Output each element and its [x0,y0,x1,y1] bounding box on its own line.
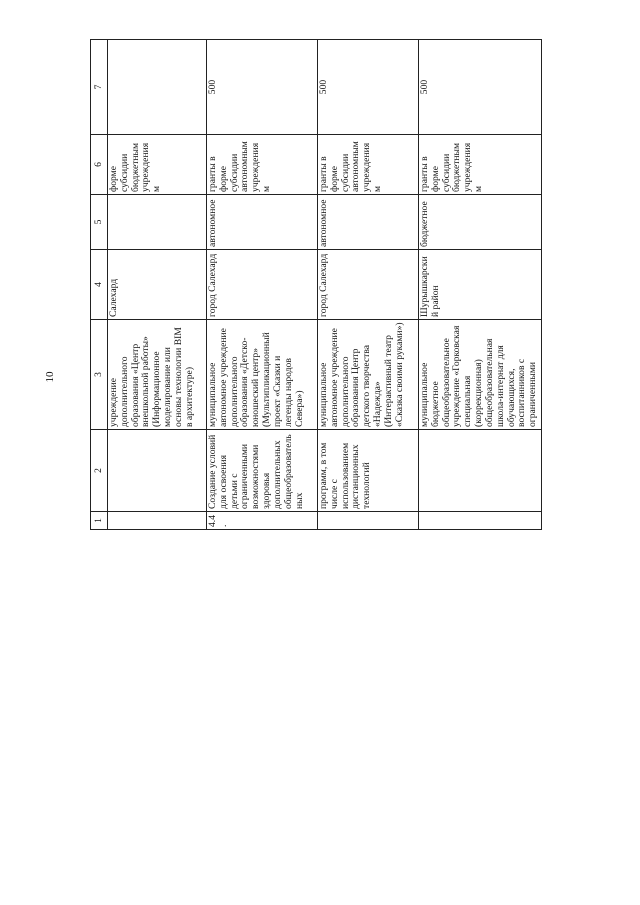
table-row [207,40,318,530]
amount-cell: 500 [207,40,318,135]
type-cell: бюджетное [419,195,542,250]
header-col-2: 2 [91,430,108,512]
row-number [108,512,207,530]
table-row [318,40,419,530]
table-canvas [90,40,539,530]
type-cell: автономное [207,195,318,250]
rotated-table-region [90,40,539,530]
header-col-6: 6 [91,135,108,195]
header-row [91,40,108,530]
row-number [318,512,419,530]
form-cell: гранты в форме субсидии бюджетным учреждениям [419,135,542,195]
measure-cell [419,430,542,512]
amount-cell: 500 [318,40,419,135]
institution-cell: муниципальное бюджетное общеобразовательное учреждение «Горковская специальная (коррекционная) общеобразовательная школа-интернат для обучающихся, воспитанников с ограниченными [419,320,542,430]
amount-cell: 500 [419,40,542,135]
grants-table [90,39,542,530]
institution-cell: учреждение дополнительного образования «Центр внешкольной работы» (Информационное моделирование или основы технологии BIM в архитектуре) [108,320,207,430]
type-cell [108,195,207,250]
municipality-cell: Салехард [108,250,207,320]
header-col-4: 4 [91,250,108,320]
municipality-cell: город Салехард [207,250,318,320]
measure-cell: программ, в том числе с использованием дистанционных технологий [318,430,419,512]
header-col-1: 1 [91,512,108,530]
type-cell: автономное [318,195,419,250]
table-row [419,40,542,530]
form-cell: форме субсидии бюджетным учреждениям [108,135,207,195]
header-col-3: 3 [91,320,108,430]
form-cell: гранты в форме субсидии автономным учреждениям [318,135,419,195]
municipality-cell: город Салехард [318,250,419,320]
institution-cell: муниципальное автономное учреждение дополнительного образования Центр детского творчества «Надежда» (Интерактивный театр «Сказка своими руками») [318,320,419,430]
header-col-5: 5 [91,195,108,250]
institution-cell: муниципальное автономное учреждение дополнительного образования «Детско-юношеский центр» (Мультипликационный проект «Сказки и легенды народов Севера») [207,320,318,430]
measure-cell [108,430,207,512]
page-number: 10 [44,371,56,383]
municipality-cell: Шурышкарский район [419,250,542,320]
header-col-7: 7 [91,40,108,135]
table-row [108,40,207,530]
row-number [419,512,542,530]
form-cell: гранты в форме субсидии автономным учреждениям [207,135,318,195]
amount-cell [108,40,207,135]
row-number: 4.4. [207,512,318,530]
measure-cell: Создание условий для освоения детьми с ограниченными возможностями здоровья дополнительных общеобразовательных [207,430,318,512]
